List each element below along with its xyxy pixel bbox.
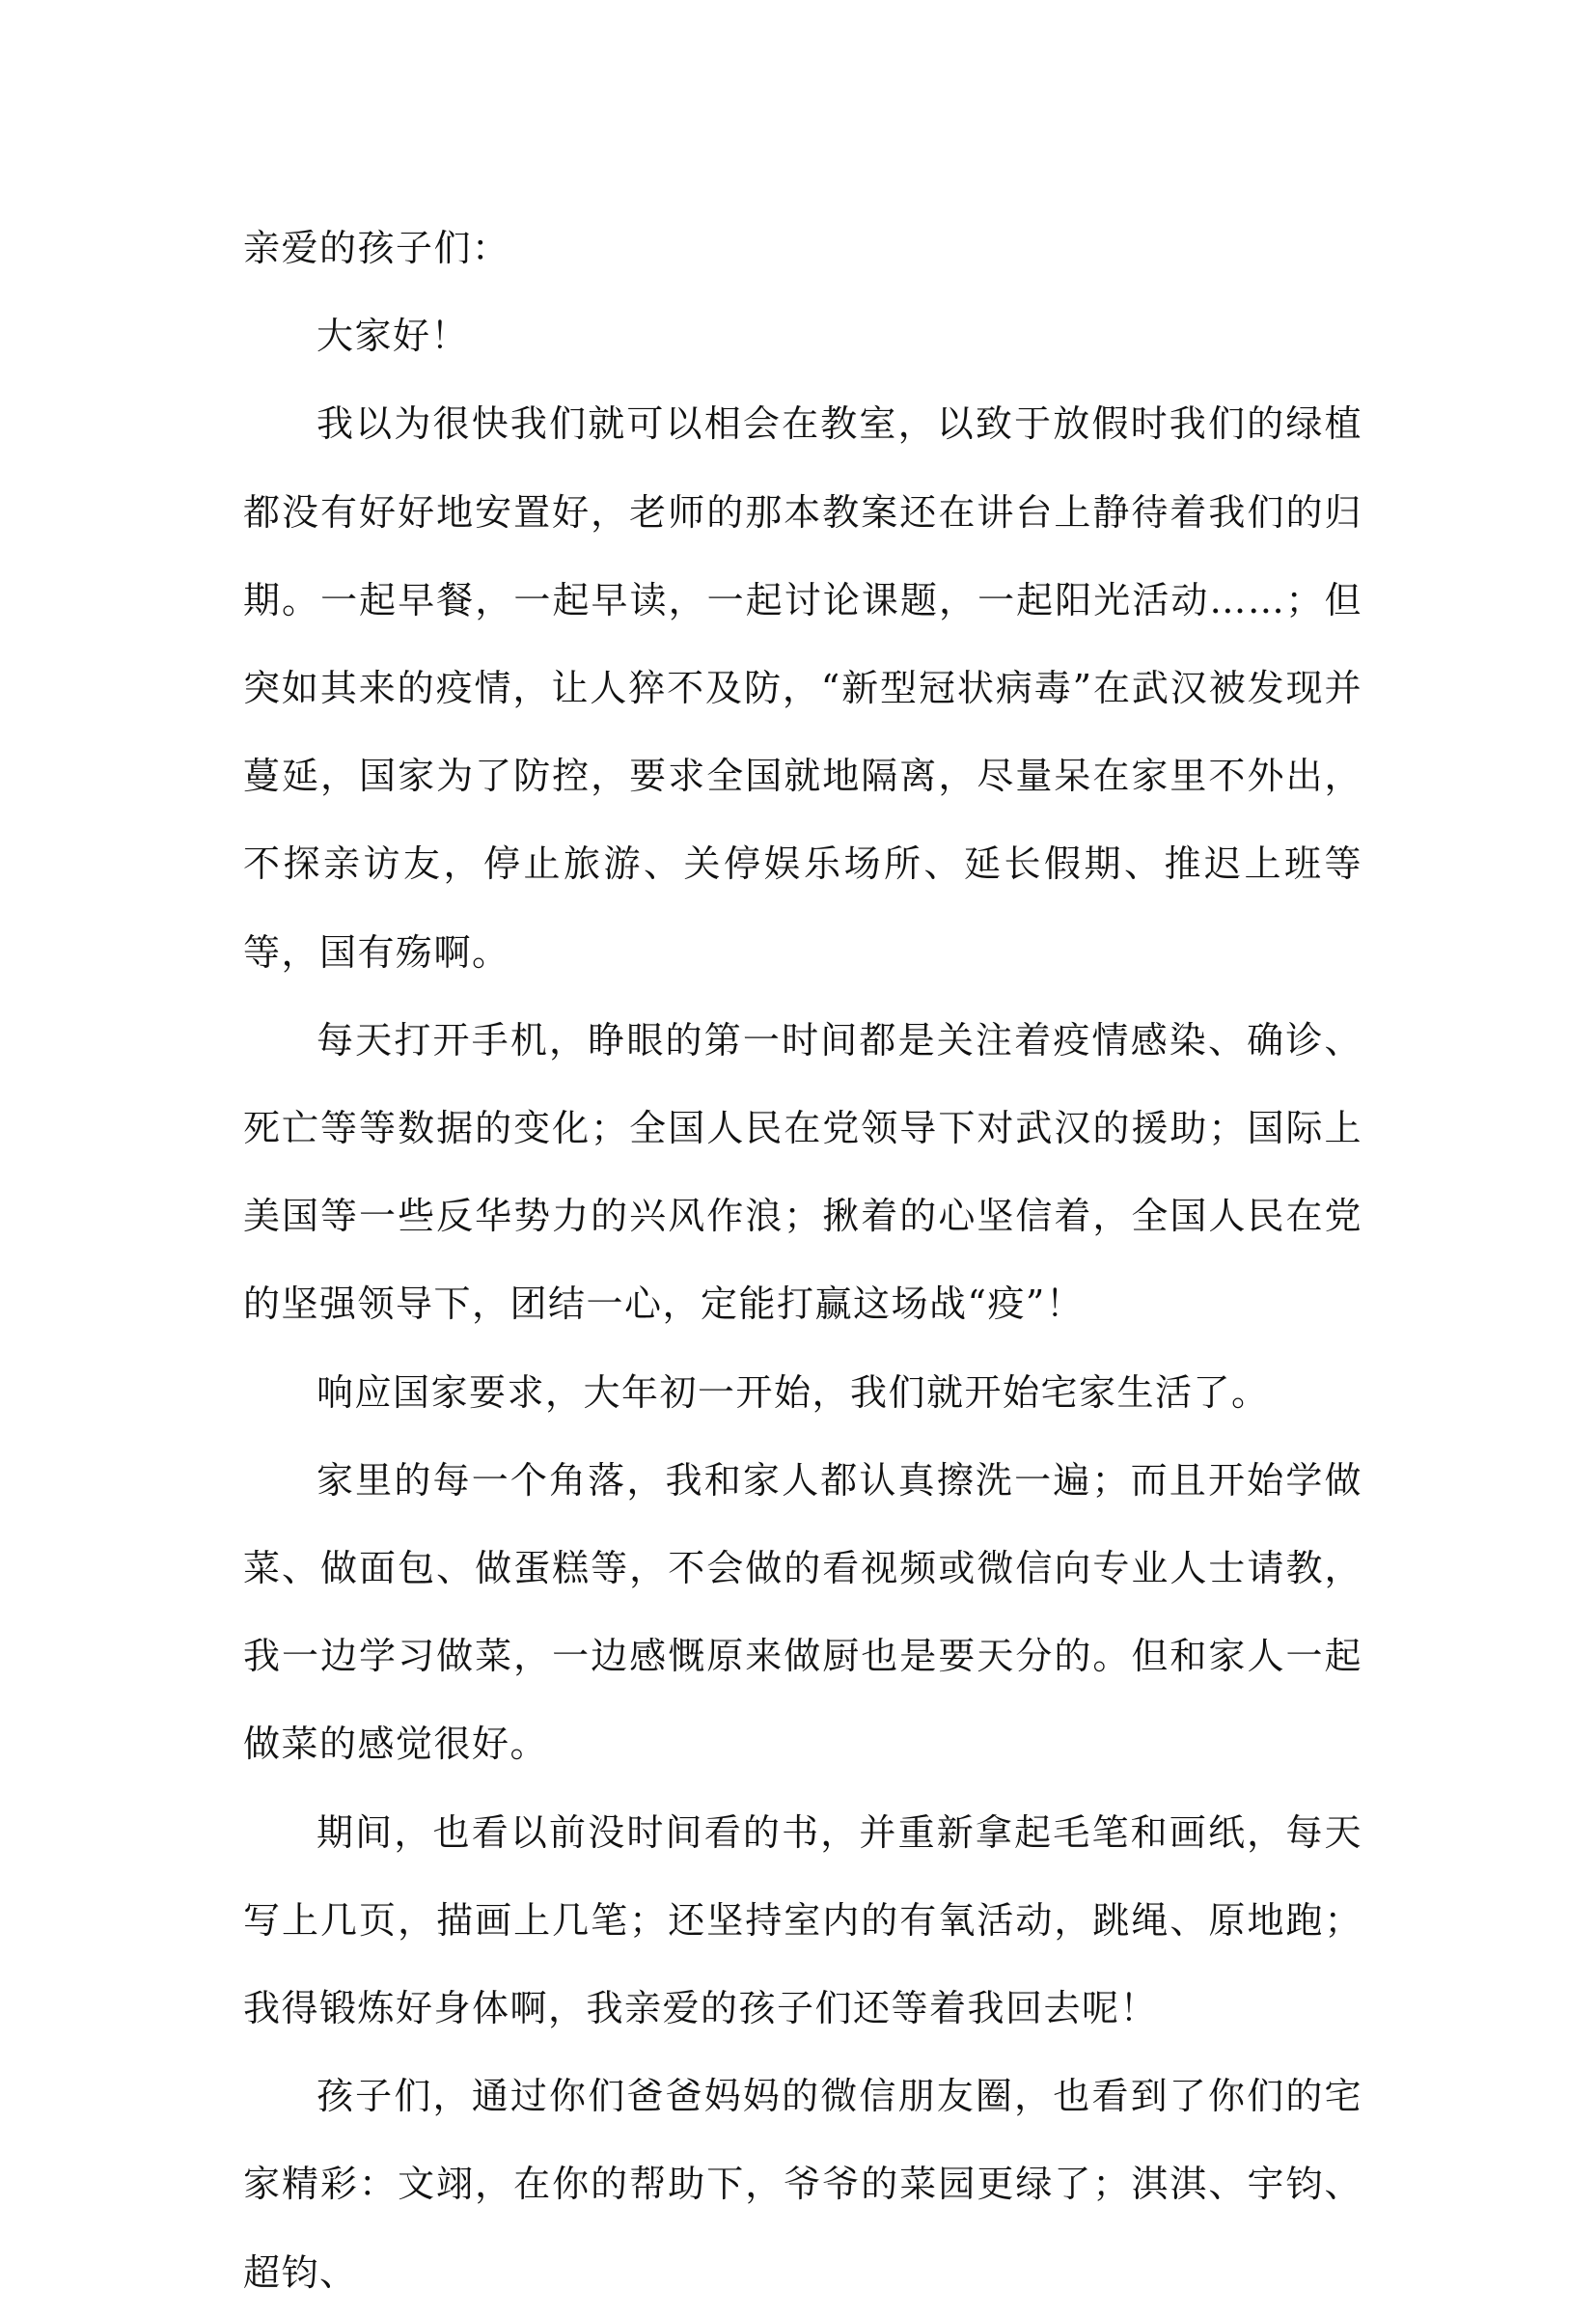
letter-body: [243, 205, 1362, 2317]
letter-salutation: 亲爱的孩子们：: [243, 227, 510, 269]
paragraph-classroom: 我以为很快我们就可以相会在教室，以致于放假时我们的绿植都没有好好地安置好，老师的那本教案还在讲台上静待着我们的归期。一起早餐，一起早读，一起讨论课题，一起阳光活动……；但突如其来的疫情，让人猝不及防，“新型冠状病毒”在武汉被发现并蔓延，国家为了防控，要求全国就地隔离，尽量呆在家里不外出，不探亲访友，停止旅游、关停娱乐场所、延长假期、推迟上班等等，国有殇啊。: [243, 402, 1362, 974]
paragraph-hobbies: 期间，也看以前没时间看的书，并重新拿起毛笔和画纸，每天写上几页，描画上几笔；还坚持室内的有氧活动，跳绳、原地跑；我得锻炼好身体啊，我亲爱的孩子们还等着我回去呢！: [243, 1810, 1362, 2030]
paragraph-housework: 家里的每一个角落，我和家人都认真擦洗一遍；而且开始学做菜、做面包、做蛋糕等，不会做的看视频或微信向专业人士请教，我一边学习做菜，一边感慨原来做厨也是要天分的。但和家人一起做菜的感觉很好。: [243, 1458, 1362, 1766]
paragraph-children: 孩子们，通过你们爸爸妈妈的微信朋友圈，也看到了你们的宅家精彩：文翊，在你的帮助下，爷爷的菜园更绿了；淇淇、宇钧、超钧、: [243, 2075, 1362, 2294]
paragraph-stay-home: 响应国家要求，大年初一开始，我们就开始宅家生活了。: [316, 1370, 1270, 1414]
paragraph-news: 每天打开手机，睁眼的第一时间都是关注着疫情感染、确诊、死亡等等数据的变化；全国人民在党领导下对武汉的援助；国际上美国等一些反华势力的兴风作浪；揪着的心坚信着，全国人民在党的坚强领导下，团结一心，定能打赢这场战“疫”！: [243, 1018, 1362, 1326]
paragraph-greeting: 大家好！: [316, 315, 470, 358]
